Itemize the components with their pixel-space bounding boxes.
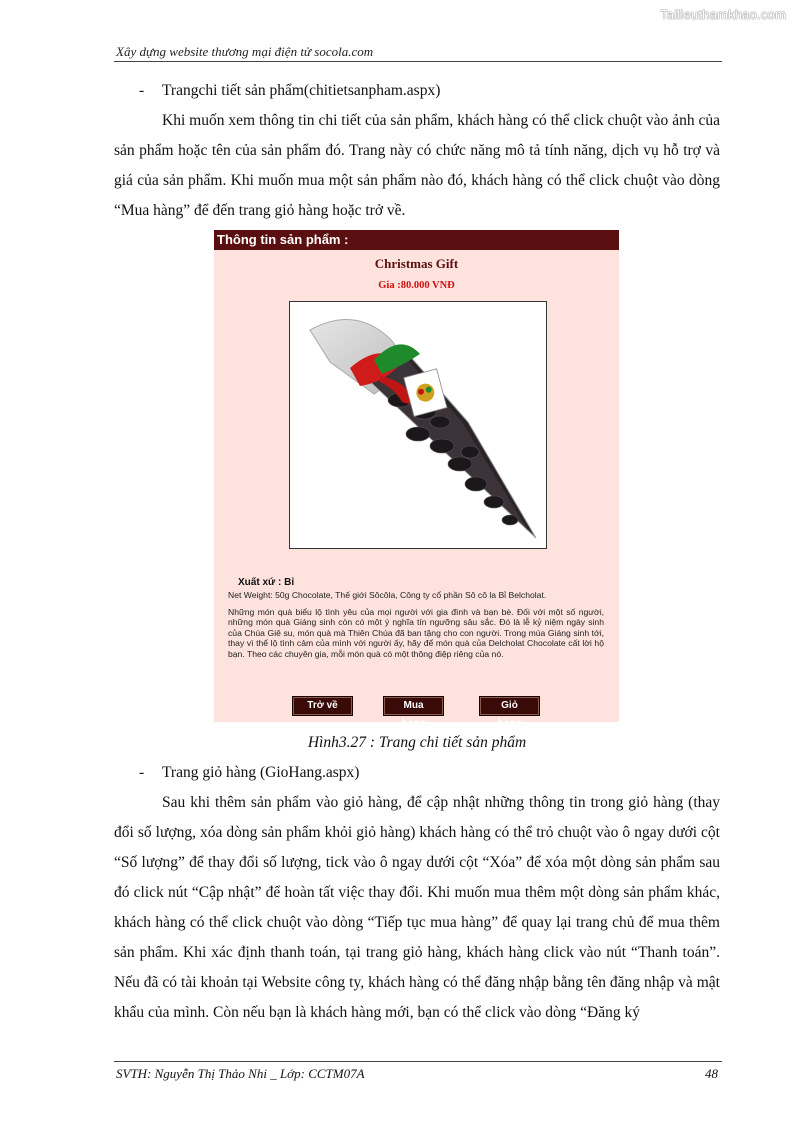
product-origin: Xuất xứ : Bỉ — [238, 577, 295, 588]
paragraph-product-detail: Khi muốn xem thông tin chi tiết của sản phẩm, khách hàng có thể click chuột vào ảnh của sản phẩm hoặc tên của sản phẩm đó. Trang này có chức năng mô tả tính năng, dịch vụ hỗ trợ và giá của sản phẩm. Khi muốn mua một sản phẩm nào đó, khách hàng có thể click chuột vào dòng “Mua hàng” để đến trang giỏ hàng hoặc trở về. — [114, 112, 720, 219]
figure-header: Thông tin sản phẩm : — [214, 230, 619, 250]
figure-caption: Hình3.27 : Trang chi tiết sản phẩm — [307, 734, 527, 751]
paragraph-cart: Sau khi thêm sản phẩm vào giỏ hàng, để cập nhật những thông tin trong giỏ hàng (thay đổi số lượng, xóa dòng sản phẩm khỏi giỏ hàng) khách hàng có thể trỏ chuột vào ô ngay dưới cột “Số lượng” để thay đổi số lượng, tick vào ô ngay dưới cột “Xóa” để xóa một dòng sản phẩm sau đó click nút “Cập nhật” để hoàn tất việc thay đổi. Khi muốn mua thêm một dòng sản phẩm khác, khách hàng có thể click chuột vào dòng “Tiếp tục mua hàng” để quay lại trang chủ để mua thêm sản phẩm. Khi xác định thanh toán, tại trang giỏ hàng, khách hàng click vào nút “Thanh toán”. Nếu đã có tài khoản tại Website công ty, khách hàng có thể đăng nhập bằng tên đăng nhập và mật khẩu của mình. Còn nếu bạn là khách hàng mới, bạn có thể click vào dòng “Đăng ký — [114, 794, 720, 1021]
buy-button[interactable]: Mua hàng — [383, 696, 444, 716]
footer-divider — [114, 1061, 722, 1062]
bullet-item-cart — [114, 758, 720, 788]
product-weight-text: Net Weight: 50g Chocolate, Thế giới Sôcôla, Công ty cổ phần Sô cô la Bỉ Belcholat. — [228, 590, 547, 600]
running-header: Xây dựng website thương mại điện tử socola.com — [116, 44, 374, 59]
bullet-item-product-detail — [114, 76, 720, 106]
chocolate-gift-bag-icon — [290, 302, 546, 548]
product-name[interactable]: Christmas Gift — [374, 256, 459, 271]
product-description — [228, 590, 604, 666]
page-number: 48 — [705, 1066, 718, 1081]
product-detail-screenshot — [214, 230, 619, 729]
product-price: Gia :80.000 VNĐ — [378, 280, 455, 291]
product-story-text: Những món quà biểu lộ tình yêu của mọi người với gia đình và bạn bè. Đối với một số người, những món quà Giáng sinh còn có một ý nghĩa tín ngưỡng sâu sắc. Đó là lễ kỷ niệm ngày sinh của Chúa Giê su, món quà mà Thiên Chúa đã ban tặng cho con người. Trong mùa Giáng sinh tới, thay vì thể lộ tình cảm của mình với người ấy, hãy để món quà của Delcholat Chocolate cất lời hộ bạn. Theo các chuyên gia, mỗi món quà có một thông điệp riêng của nó. — [228, 606, 604, 659]
bullet-text: Trangchi tiết sản phẩm(chitietsanpham.aspx) — [162, 82, 441, 99]
bullet-text: Trang giỏ hàng (GioHang.aspx) — [162, 764, 360, 781]
product-image[interactable] — [289, 301, 547, 549]
back-button[interactable]: Trở về — [292, 696, 353, 716]
page-body — [114, 76, 720, 1028]
watermark: Tailieuthamkhao.com — [660, 7, 786, 22]
header-divider — [114, 61, 722, 62]
bullet-dash: - — [139, 82, 145, 99]
cart-button[interactable]: Giỏ hàng — [479, 696, 540, 716]
footer-author: SVTH: Nguyễn Thị Thảo Nhi _ Lớp: CCTM07A — [116, 1066, 365, 1081]
bullet-dash: - — [139, 764, 145, 781]
